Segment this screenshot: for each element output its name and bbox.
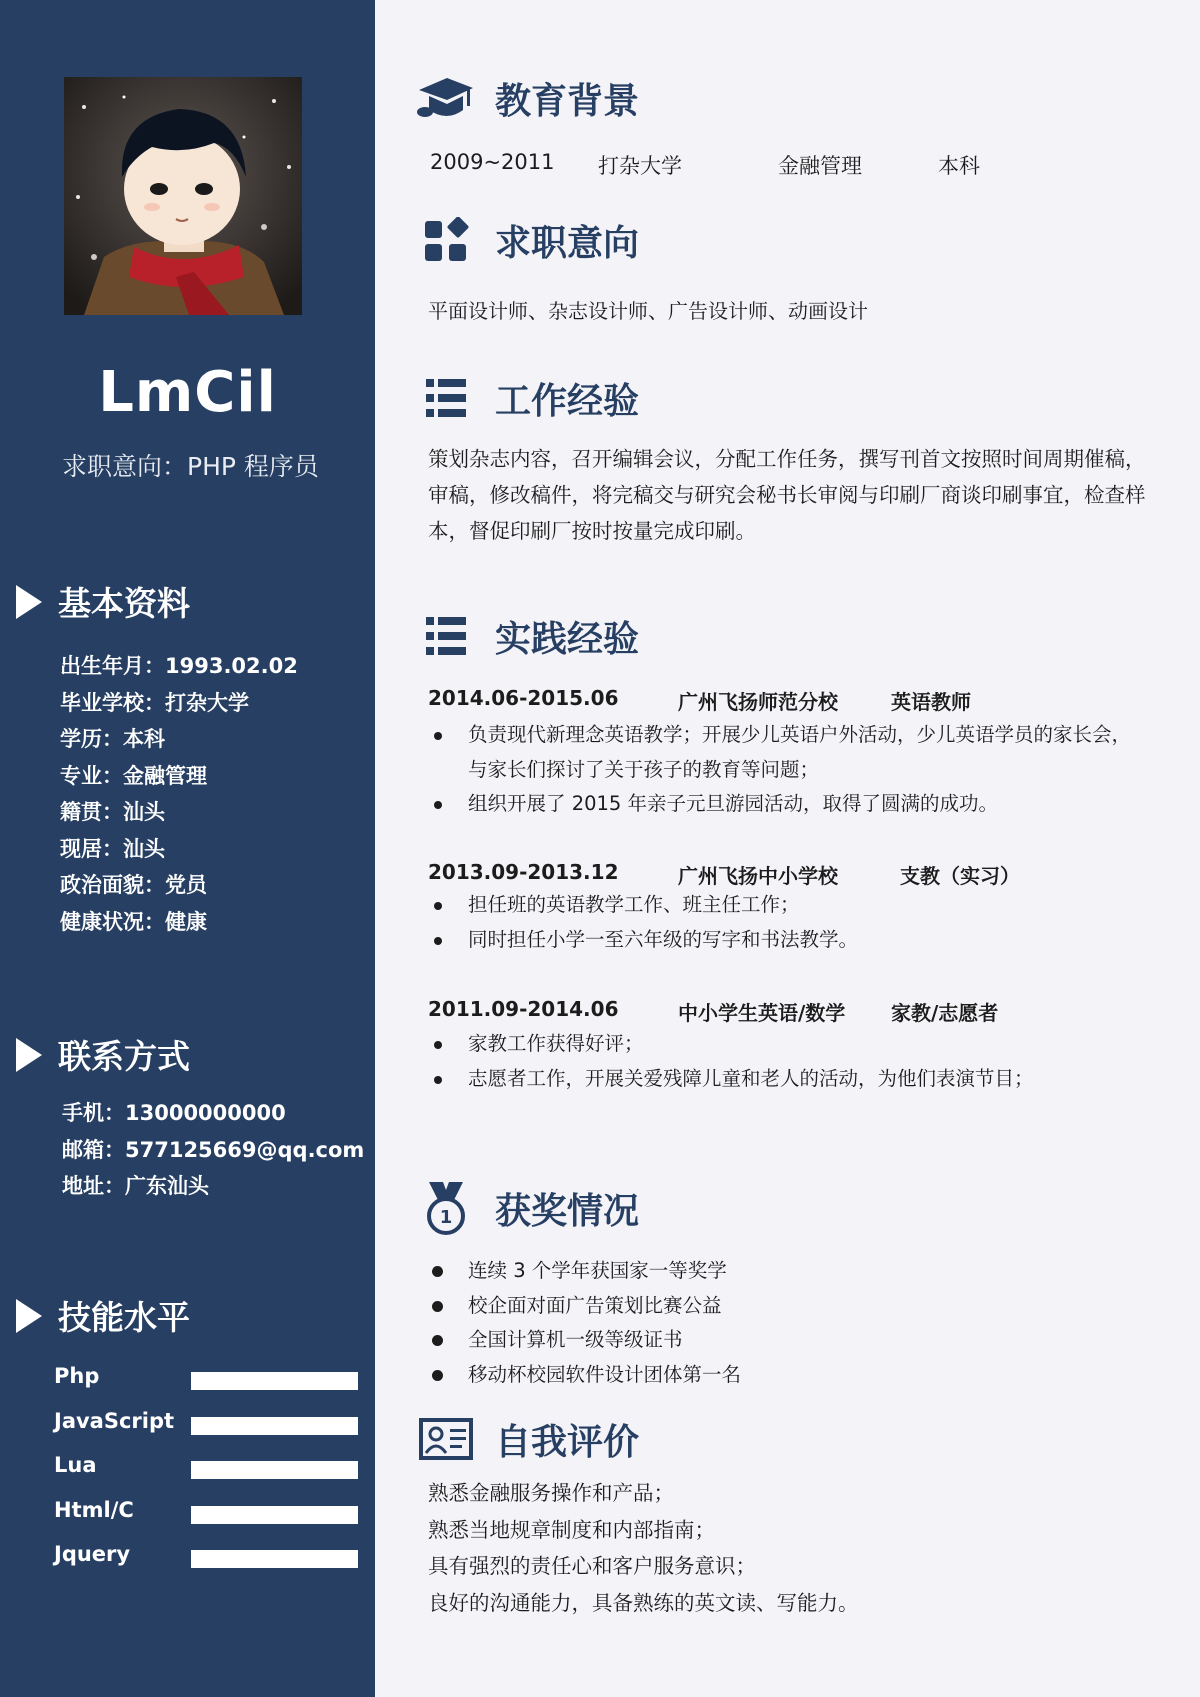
practice-period: 2013.09-2013.12 xyxy=(428,860,619,884)
triangle-icon xyxy=(16,1299,42,1333)
work-title: 工作经验 xyxy=(495,380,640,422)
triangle-icon xyxy=(16,1038,42,1072)
contact-address: 地址：广东汕头 xyxy=(62,1174,209,1198)
skill-row xyxy=(54,1405,359,1450)
skill-bar xyxy=(191,1417,358,1435)
svg-text:1: 1 xyxy=(439,1207,453,1228)
self-eval-line: 熟悉当地规章制度和内部指南； xyxy=(428,1517,715,1542)
intention-heading xyxy=(415,214,639,266)
basic-info-item: 现居：汕头 xyxy=(60,836,165,861)
basic-info-item: 籍贯：汕头 xyxy=(60,800,165,824)
practice-org: 广州飞扬师范分校 xyxy=(678,690,838,714)
skill-name: JavaScript xyxy=(54,1408,175,1433)
basic-info-item: 专业：金融管理 xyxy=(60,763,207,788)
contact-list xyxy=(62,1095,364,1205)
basic-info-item: 毕业学校：打杂大学 xyxy=(60,690,249,715)
skill-row xyxy=(54,1538,359,1583)
practice-bullet: 同时担任小学一至六年级的写字和书法教学。 xyxy=(428,923,1148,958)
skill-bar-fill xyxy=(191,1461,358,1479)
award-item: 全国计算机一级等级证书 xyxy=(428,1323,1148,1358)
id-card-icon xyxy=(415,1413,477,1465)
practice-org: 广州飞扬中小学校 xyxy=(678,864,838,888)
education-major: 金融管理 xyxy=(778,154,862,178)
skill-row xyxy=(54,1360,359,1405)
awards-title: 获奖情况 xyxy=(495,1190,640,1232)
triangle-icon xyxy=(16,585,42,619)
skills-title: 技能水平 xyxy=(58,1298,190,1337)
skill-bar xyxy=(191,1550,358,1568)
practice-bullets xyxy=(428,1027,1148,1096)
basic-info-title: 基本资料 xyxy=(58,584,190,623)
practice-role: 英语教师 xyxy=(891,690,971,714)
skill-name: Jquery xyxy=(54,1542,131,1566)
practice-period: 2011.09-2014.06 xyxy=(428,997,619,1021)
profile-name: LmCil xyxy=(98,360,277,425)
sidebar xyxy=(0,0,375,1697)
education-title: 教育背景 xyxy=(495,80,640,122)
education-heading xyxy=(415,72,639,124)
basic-info-item: 出生年月：1993.02.02 xyxy=(60,654,298,678)
graduation-cap-icon xyxy=(415,72,477,124)
self-eval-heading xyxy=(415,1413,639,1465)
practice-role: 支教（实习） xyxy=(900,864,1020,888)
contact-email: 邮箱：577125669@qq.com xyxy=(62,1137,365,1162)
contact-phone: 手机：13000000000 xyxy=(62,1101,286,1125)
skill-row xyxy=(54,1449,359,1494)
job-intention: 求职意向：PHP 程序员 xyxy=(62,452,319,481)
list-icon xyxy=(415,610,477,662)
skill-bar-fill xyxy=(191,1372,358,1390)
self-eval-line: 熟悉金融服务操作和产品； xyxy=(428,1481,674,1505)
practice-bullets xyxy=(428,718,1148,822)
work-heading xyxy=(415,372,639,424)
awards-heading xyxy=(415,1182,639,1234)
practice-title: 实践经验 xyxy=(495,618,640,660)
practice-bullets xyxy=(428,888,1148,957)
practice-bullet: 负责现代新理念英语教学；开展少儿英语户外活动，少儿英语学员的家长会，与家长们探讨了关于孩子的教育等问题； xyxy=(428,718,1148,787)
basic-info-item: 健康状况：健康 xyxy=(60,909,207,934)
self-eval-list xyxy=(428,1475,859,1621)
practice-role: 家教/志愿者 xyxy=(891,1001,999,1025)
practice-heading xyxy=(415,610,639,662)
avatar-photo xyxy=(64,77,302,315)
education-period: 2009~2011 xyxy=(430,150,555,174)
grid-icon xyxy=(415,214,477,266)
basic-info-item: 学历：本科 xyxy=(60,727,165,751)
work-text: 策划杂志内容，召开编辑会议，分配工作任务，撰写刊首文按照时间周期催稿，审稿，修改稿件，将完稿交与研究会秘书长审阅与印刷厂商谈印刷事宜，检查样本，督促印刷厂按时按量完成印刷。 xyxy=(428,447,1146,543)
skill-name: Php xyxy=(54,1364,100,1388)
skill-bar-fill xyxy=(191,1506,358,1524)
practice-bullet: 组织开展了 2015 年亲子元旦游园活动，取得了圆满的成功。 xyxy=(428,787,1148,822)
contact-title: 联系方式 xyxy=(58,1037,190,1076)
skill-bar xyxy=(191,1461,358,1479)
skill-bar-fill xyxy=(191,1550,358,1568)
award-item: 移动杯校园软件设计团体第一名 xyxy=(428,1358,1148,1393)
basic-info-list xyxy=(60,648,298,940)
self-eval-line: 具有强烈的责任心和客户服务意识； xyxy=(428,1554,756,1578)
basic-info-heading xyxy=(16,578,190,625)
skills-list xyxy=(54,1360,359,1583)
skill-row xyxy=(54,1494,359,1539)
skill-bar xyxy=(191,1506,358,1524)
contact-heading xyxy=(16,1031,190,1078)
practice-org: 中小学生英语/数学 xyxy=(678,1001,846,1025)
practice-period: 2014.06-2015.06 xyxy=(428,686,619,710)
education-school: 打杂大学 xyxy=(598,154,682,178)
skill-name: Html/C xyxy=(54,1497,134,1522)
intention-title: 求职意向 xyxy=(495,222,640,264)
award-item: 校企面对面广告策划比赛公益 xyxy=(428,1289,1148,1324)
practice-bullet: 志愿者工作，开展关爱残障儿童和老人的活动，为他们表演节目； xyxy=(428,1062,1148,1097)
skill-name: Lua xyxy=(54,1453,97,1477)
main-content xyxy=(375,0,1200,1697)
awards-list xyxy=(428,1254,1148,1392)
self-eval-title: 自我评价 xyxy=(495,1421,640,1463)
skill-bar-fill xyxy=(191,1417,358,1435)
award-item: 连续 3 个学年获国家一等奖学 xyxy=(428,1254,1148,1289)
education-degree: 本科 xyxy=(938,154,980,178)
list-icon xyxy=(415,372,477,424)
skills-heading xyxy=(16,1292,190,1339)
intention-text: 平面设计师、杂志设计师、广告设计师、动画设计 xyxy=(428,299,868,323)
self-eval-line: 良好的沟通能力，具备熟练的英文读、写能力。 xyxy=(428,1590,859,1615)
practice-bullet: 担任班的英语教学工作、班主任工作； xyxy=(428,888,1148,923)
basic-info-item: 政治面貌：党员 xyxy=(60,873,207,897)
practice-bullet: 家教工作获得好评； xyxy=(428,1027,1148,1062)
skill-bar xyxy=(191,1372,358,1390)
medal-icon xyxy=(415,1182,477,1234)
